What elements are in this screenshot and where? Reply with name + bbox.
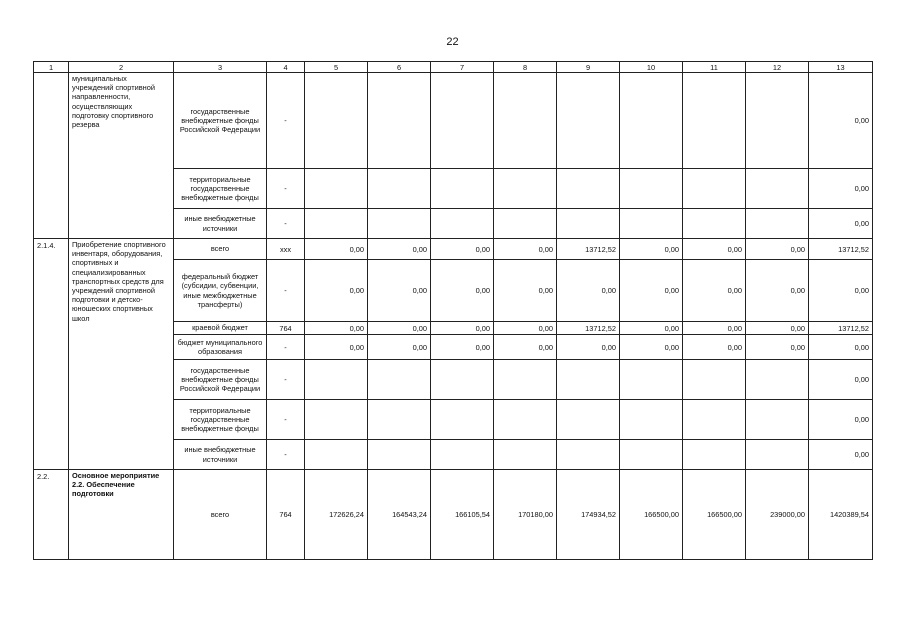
- year-value: 0,00: [305, 260, 368, 322]
- budget-code: 764: [267, 470, 305, 560]
- header-cell: 10: [620, 62, 683, 73]
- year-value: [620, 209, 683, 239]
- funding-source: государственные внебюджетные фонды Российской Федерации: [174, 73, 267, 169]
- year-value: [431, 440, 494, 470]
- year-value: 0,00: [746, 239, 809, 260]
- year-value: [305, 169, 368, 209]
- year-value: [746, 73, 809, 169]
- year-value: [305, 209, 368, 239]
- year-value: 0,00: [746, 335, 809, 360]
- header-cell: 7: [431, 62, 494, 73]
- year-value: [431, 209, 494, 239]
- budget-code: 764: [267, 322, 305, 335]
- header-cell: 3: [174, 62, 267, 73]
- total-value: 0,00: [809, 260, 873, 322]
- total-value: 0,00: [809, 335, 873, 360]
- year-value: [368, 400, 431, 440]
- year-value: [494, 400, 557, 440]
- budget-code: -: [267, 73, 305, 169]
- year-value: [683, 360, 746, 400]
- year-value: [620, 169, 683, 209]
- year-value: 239000,00: [746, 470, 809, 560]
- year-value: [431, 169, 494, 209]
- total-value: 1420389,54: [809, 470, 873, 560]
- year-value: [683, 169, 746, 209]
- table-row: [34, 470, 873, 560]
- total-value: 0,00: [809, 360, 873, 400]
- budget-code: -: [267, 260, 305, 322]
- funding-source: государственные внебюджетные фонды Российской Федерации: [174, 360, 267, 400]
- funding-source: иные внебюджетные источники: [174, 209, 267, 239]
- page-number: 22: [446, 36, 459, 48]
- total-value: 0,00: [809, 73, 873, 169]
- header-cell: 5: [305, 62, 368, 73]
- total-value: 0,00: [809, 209, 873, 239]
- year-value: 13712,52: [557, 322, 620, 335]
- year-value: [431, 400, 494, 440]
- year-value: 0,00: [683, 322, 746, 335]
- row-number: 2.1.4.: [34, 239, 69, 470]
- year-value: [305, 400, 368, 440]
- header-cell: 13: [809, 62, 873, 73]
- year-value: [557, 209, 620, 239]
- year-value: [305, 360, 368, 400]
- header-cell: 1: [34, 62, 69, 73]
- year-value: [746, 209, 809, 239]
- header-cell: 2: [69, 62, 174, 73]
- year-value: 0,00: [305, 239, 368, 260]
- year-value: 0,00: [620, 239, 683, 260]
- budget-table: [33, 61, 873, 560]
- year-value: 0,00: [368, 239, 431, 260]
- year-value: 0,00: [620, 260, 683, 322]
- year-value: [431, 73, 494, 169]
- budget-code: -: [267, 440, 305, 470]
- year-value: 174934,52: [557, 470, 620, 560]
- year-value: [620, 400, 683, 440]
- year-value: 0,00: [494, 239, 557, 260]
- year-value: [494, 169, 557, 209]
- funding-source: федеральный бюджет (субсидии, субвенции, иные межбюджетные трансферты): [174, 260, 267, 322]
- total-value: 0,00: [809, 440, 873, 470]
- year-value: 0,00: [620, 335, 683, 360]
- table-row: [34, 73, 873, 169]
- total-value: 0,00: [809, 169, 873, 209]
- year-value: [557, 360, 620, 400]
- header-cell: 8: [494, 62, 557, 73]
- year-value: [494, 360, 557, 400]
- header-cell: 6: [368, 62, 431, 73]
- year-value: [620, 73, 683, 169]
- year-value: [746, 360, 809, 400]
- funding-source: иные внебюджетные источники: [174, 440, 267, 470]
- funding-source: краевой бюджет: [174, 322, 267, 335]
- header-cell: 12: [746, 62, 809, 73]
- year-value: [494, 209, 557, 239]
- year-value: 0,00: [746, 322, 809, 335]
- row-number: 2.2.: [34, 470, 69, 560]
- year-value: 0,00: [368, 335, 431, 360]
- budget-code: -: [267, 169, 305, 209]
- year-value: 0,00: [494, 322, 557, 335]
- year-value: [557, 400, 620, 440]
- total-value: 0,00: [809, 400, 873, 440]
- measure-name: Приобретение спортивного инвентаря, оборудования, спортивных и специализированных транспортных средств для учреждений спортивной подготовки и детско-юношеских спортивных школ: [69, 239, 174, 470]
- year-value: [620, 440, 683, 470]
- year-value: [683, 73, 746, 169]
- year-value: [683, 400, 746, 440]
- year-value: [746, 169, 809, 209]
- year-value: 166500,00: [620, 470, 683, 560]
- year-value: [431, 360, 494, 400]
- year-value: [368, 440, 431, 470]
- table-body: [34, 62, 873, 560]
- year-value: 0,00: [620, 322, 683, 335]
- year-value: 0,00: [494, 260, 557, 322]
- year-value: 13712,52: [557, 239, 620, 260]
- year-value: [494, 440, 557, 470]
- year-value: 0,00: [557, 260, 620, 322]
- budget-code: ххх: [267, 239, 305, 260]
- funding-source: всего: [174, 239, 267, 260]
- total-value: 13712,52: [809, 239, 873, 260]
- year-value: 0,00: [746, 260, 809, 322]
- year-value: [683, 440, 746, 470]
- year-value: 0,00: [431, 322, 494, 335]
- table-row: [34, 239, 873, 260]
- funding-source: территориальные государственные внебюджетные фонды: [174, 169, 267, 209]
- header-cell: 11: [683, 62, 746, 73]
- year-value: [620, 360, 683, 400]
- budget-code: -: [267, 360, 305, 400]
- funding-source: территориальные государственные внебюджетные фонды: [174, 400, 267, 440]
- year-value: [494, 73, 557, 169]
- measure-name: муниципальных учреждений спортивной направленности, осуществляющих подготовку спортивного резерва: [69, 73, 174, 239]
- year-value: [368, 73, 431, 169]
- year-value: 164543,24: [368, 470, 431, 560]
- year-value: 166500,00: [683, 470, 746, 560]
- total-value: 13712,52: [809, 322, 873, 335]
- year-value: [368, 209, 431, 239]
- year-value: 172626,24: [305, 470, 368, 560]
- year-value: [305, 440, 368, 470]
- row-number: [34, 73, 69, 239]
- year-value: 170180,00: [494, 470, 557, 560]
- year-value: 0,00: [431, 239, 494, 260]
- year-value: [557, 440, 620, 470]
- year-value: [683, 209, 746, 239]
- measure-name: Основное мероприятие 2.2. Обеспечение подготовки: [69, 470, 174, 560]
- year-value: [746, 400, 809, 440]
- budget-code: -: [267, 335, 305, 360]
- year-value: 0,00: [368, 260, 431, 322]
- year-value: 0,00: [683, 260, 746, 322]
- year-value: [557, 169, 620, 209]
- header-cell: 9: [557, 62, 620, 73]
- header-row: [34, 62, 873, 73]
- year-value: [746, 440, 809, 470]
- year-value: [305, 73, 368, 169]
- year-value: 0,00: [431, 335, 494, 360]
- funding-source: всего: [174, 470, 267, 560]
- year-value: 0,00: [305, 322, 368, 335]
- year-value: 0,00: [431, 260, 494, 322]
- year-value: [368, 360, 431, 400]
- year-value: [557, 73, 620, 169]
- budget-code: -: [267, 209, 305, 239]
- funding-source: бюджет муниципального образования: [174, 335, 267, 360]
- year-value: 0,00: [368, 322, 431, 335]
- year-value: 166105,54: [431, 470, 494, 560]
- header-cell: 4: [267, 62, 305, 73]
- year-value: 0,00: [305, 335, 368, 360]
- year-value: 0,00: [683, 239, 746, 260]
- budget-code: -: [267, 400, 305, 440]
- year-value: 0,00: [494, 335, 557, 360]
- year-value: 0,00: [683, 335, 746, 360]
- year-value: [368, 169, 431, 209]
- year-value: 0,00: [557, 335, 620, 360]
